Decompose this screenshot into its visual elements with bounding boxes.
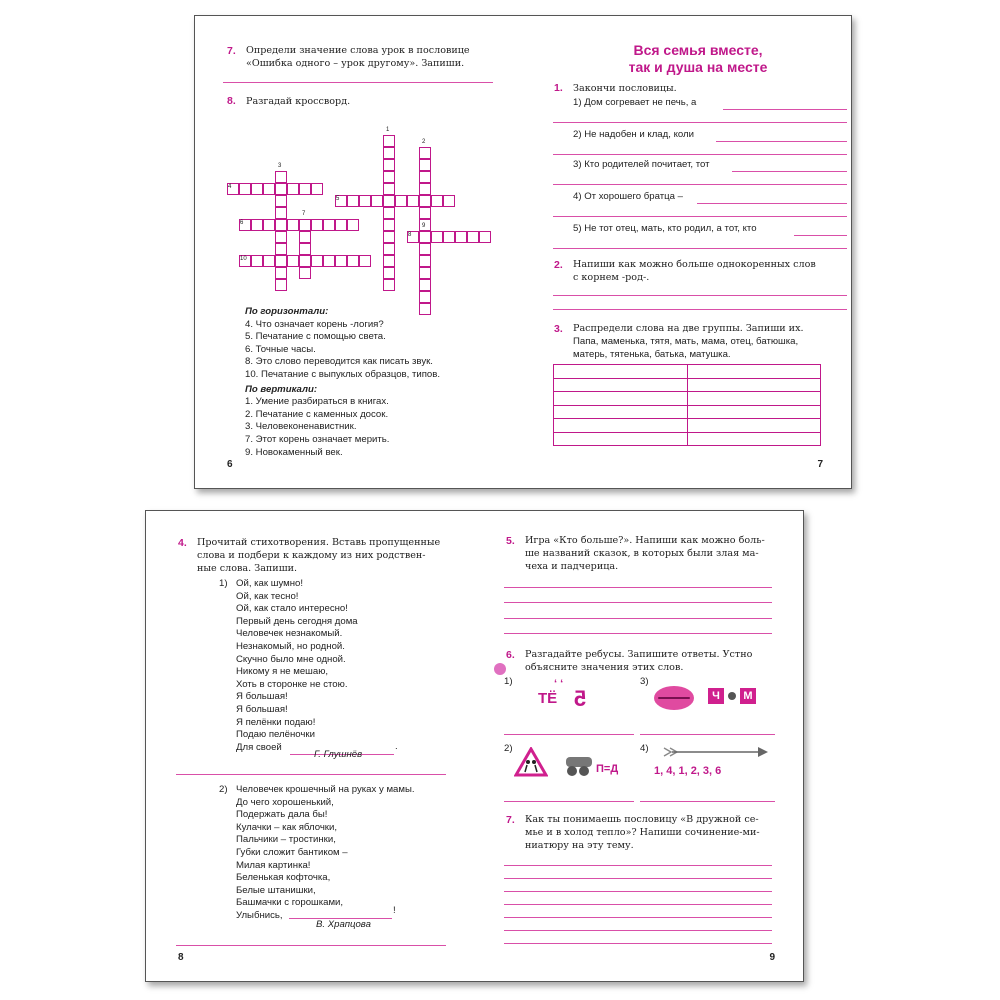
poem-1-end: . <box>395 741 398 752</box>
heading-line-1: Вся семья вместе, <box>633 42 763 58</box>
answer-line[interactable] <box>640 734 775 735</box>
crossword-cell[interactable] <box>419 195 431 207</box>
answer-line[interactable] <box>723 109 847 110</box>
crossword-cell[interactable] <box>395 195 407 207</box>
crossword-cell[interactable] <box>263 255 275 267</box>
crossword-cell[interactable] <box>419 171 431 183</box>
crossword-cell[interactable] <box>383 195 395 207</box>
answer-line[interactable] <box>553 248 847 249</box>
clue-h-10: 10. Печатание с выпуклых образцов, типов. <box>245 368 441 380</box>
crossword-cell[interactable] <box>347 219 359 231</box>
answer-line[interactable] <box>640 801 775 802</box>
crossword-cell[interactable] <box>419 291 431 303</box>
task-5-number: 5. <box>506 535 515 547</box>
page-7 <box>523 16 851 488</box>
poem-line: Ой, как шумно! <box>236 578 304 589</box>
poem-line: Ой, как стало интересно! <box>236 603 348 615</box>
crossword-cell[interactable] <box>347 195 359 207</box>
poem-line: Башмачки с горошками, <box>236 897 344 909</box>
poem-line: Улыбнись, <box>236 909 283 921</box>
crossword-clue-number: 8 <box>408 232 412 238</box>
task-7-line-2: мье и в холод тепло»? Напиши сочинение-ми- <box>525 827 760 838</box>
crossword-cell[interactable] <box>419 255 431 267</box>
table-row <box>554 378 821 392</box>
poem-1 <box>236 578 358 754</box>
page-number-8: 8 <box>178 952 184 963</box>
crossword-clue-number: 1 <box>386 127 390 133</box>
rebus-1-text-a: ТЁ <box>538 690 558 707</box>
crossword-cell[interactable] <box>419 183 431 195</box>
table-cell[interactable] <box>688 378 821 392</box>
poem-2 <box>236 784 415 923</box>
crossword-cell[interactable] <box>371 195 383 207</box>
task-2-text <box>573 258 849 284</box>
poem-line: Я большая! <box>236 703 288 715</box>
clue-h-4: 4. Что означает корень -логия? <box>245 318 384 330</box>
crossword-cell[interactable] <box>431 231 443 243</box>
table-row <box>554 419 821 433</box>
task-4-text <box>197 536 467 575</box>
task-1-number: 1. <box>554 82 563 94</box>
crossword-cell[interactable] <box>275 207 287 219</box>
answer-line[interactable] <box>176 945 446 946</box>
rebus-3-letter-a: Ч <box>708 688 724 704</box>
crossword-cell[interactable] <box>323 255 335 267</box>
poem-1-label: 1) <box>219 578 228 589</box>
crossword-cell[interactable] <box>419 243 431 255</box>
table-row <box>554 392 821 406</box>
poem-line: Человечек незнакомый. <box>236 628 343 640</box>
page-number-9: 9 <box>769 952 775 963</box>
proverb-4: 4) От хорошего братца – <box>573 191 683 202</box>
spread-pages-6-7 <box>194 15 852 489</box>
task-8-number: 8. <box>227 95 236 107</box>
page-8 <box>146 511 474 981</box>
task-8-text: Разгадай кроссворд. <box>246 96 351 107</box>
rebus-1-commas: ‘ ‘ <box>554 678 564 690</box>
crossword-cell[interactable] <box>287 219 299 231</box>
answer-line[interactable] <box>553 309 847 310</box>
crossword-cell[interactable] <box>311 255 323 267</box>
table-cell[interactable] <box>554 365 688 379</box>
spread-pages-8-9 <box>145 510 804 982</box>
task-3-words <box>573 336 849 361</box>
proverb-2: 2) Не надобен и клад, коли <box>573 129 694 140</box>
poem-line: Губки сложит бантиком – <box>236 846 348 858</box>
rebus-3 <box>640 676 775 734</box>
task-7-number: 7. <box>506 814 515 826</box>
answer-line[interactable] <box>732 171 847 172</box>
answer-line[interactable] <box>504 878 772 879</box>
crossword-cell[interactable] <box>359 255 371 267</box>
clue-v-1: 1. Умение разбираться в книгах. <box>245 396 389 408</box>
poem-line: Беленькая кофточка, <box>236 872 331 884</box>
answer-line[interactable] <box>504 917 772 918</box>
rebus-1-text-b: 5 <box>574 686 587 711</box>
rebus-3-letter-b: М <box>740 688 756 704</box>
answer-line[interactable] <box>504 891 772 892</box>
task-6-number: 6. <box>506 649 515 661</box>
crossword-cell[interactable] <box>263 219 275 231</box>
task-3-text: Распредели слова на две группы. Запиши их. <box>573 323 804 334</box>
answer-line[interactable] <box>504 943 772 944</box>
crossword-cell[interactable] <box>419 147 431 159</box>
answer-line[interactable] <box>697 203 847 204</box>
poem-line: Хоть в сторонке не стою. <box>236 678 348 690</box>
arrow-icon <box>662 745 770 759</box>
task-2-line-2: с корнем -род-. <box>573 272 650 283</box>
poem-2-author: В. Храпцова <box>316 919 371 930</box>
crossword-clue-number: 5 <box>336 196 340 202</box>
answer-line[interactable] <box>504 602 772 603</box>
crossword-cell[interactable] <box>299 267 311 279</box>
rebus-4-numbers: 1, 4, 1, 2, 3, 6 <box>654 765 722 777</box>
crossword-cell[interactable] <box>383 279 395 291</box>
crossword-cell[interactable] <box>443 231 455 243</box>
word-groups-table <box>553 364 821 446</box>
table-cell[interactable] <box>554 392 688 406</box>
clue-h-6: 6. Точные часы. <box>245 343 316 355</box>
crossword-cell[interactable] <box>383 255 395 267</box>
clue-h-5: 5. Печатание с помощью света. <box>245 331 386 343</box>
poem-line: До чего хорошенький, <box>236 796 334 808</box>
answer-line[interactable] <box>504 904 772 905</box>
answer-line[interactable] <box>504 618 772 619</box>
crossword-cell[interactable] <box>419 279 431 291</box>
clue-v-2: 2. Печатание с каменных досок. <box>245 408 389 420</box>
crossword-cell[interactable] <box>275 219 287 231</box>
answer-line[interactable] <box>504 865 772 866</box>
crossword-clue-number: 6 <box>240 220 244 226</box>
task-4-line-3: ные слова. Запиши. <box>197 563 298 574</box>
page-9 <box>474 511 803 981</box>
crossword-cell[interactable] <box>383 267 395 279</box>
proverb-3: 3) Кто родителей почитает, тот <box>573 159 710 170</box>
crossword-clue-number: 7 <box>302 211 306 217</box>
rebus-1-label: 1) <box>504 676 513 687</box>
crossword-cell[interactable] <box>479 231 491 243</box>
answer-line[interactable] <box>176 774 446 775</box>
task-6-line-2: объясните значения этих слов. <box>525 662 684 673</box>
character-icon <box>728 692 736 700</box>
crossword-cell[interactable] <box>359 195 371 207</box>
task-3-words-line-2: матерь, тятенька, батька, матушка. <box>573 348 731 360</box>
crossword-clue-number: 4 <box>228 184 232 190</box>
crossword-cell[interactable] <box>275 279 287 291</box>
poem-line: Подаю пелёночки <box>236 729 315 741</box>
crossword-cell[interactable] <box>383 183 395 195</box>
task-7-line-2: «Ошибка одного – урок другому». Запиши. <box>246 58 465 69</box>
page-heading <box>553 42 843 76</box>
crossword-cell[interactable] <box>311 183 323 195</box>
crossword-clue-number: 9 <box>422 223 426 229</box>
answer-line[interactable] <box>794 235 847 236</box>
answer-line[interactable] <box>553 216 847 217</box>
vertical-clues-title: По вертикали: <box>245 383 318 395</box>
task-4-number: 4. <box>178 537 187 549</box>
page-number-6: 6 <box>227 459 233 470</box>
proverb-1: 1) Дом согревает не печь, а <box>573 97 697 108</box>
answer-line[interactable] <box>504 930 772 931</box>
table-cell[interactable] <box>688 405 821 419</box>
crossword-cell[interactable] <box>251 183 263 195</box>
crossword-cell[interactable] <box>275 243 287 255</box>
clue-h-8: 8. Это слово переводится как писать звук. <box>245 356 433 368</box>
task-1-text: Закончи пословицы. <box>573 83 677 94</box>
poem-line: Пальчики – тростинки, <box>236 834 336 846</box>
poem-line: Я пелёнки подаю! <box>236 716 316 728</box>
crossword-cell[interactable] <box>419 159 431 171</box>
rebus-4 <box>640 739 775 799</box>
poem-line: Для своей <box>236 741 282 753</box>
task-5-line-3: чеха и падчерица. <box>525 561 619 572</box>
answer-line[interactable] <box>553 122 847 123</box>
answer-line[interactable] <box>553 295 847 296</box>
crossword-cell[interactable] <box>299 183 311 195</box>
crossword-cell[interactable] <box>383 135 395 147</box>
crossword-cell[interactable] <box>287 183 299 195</box>
crossword-cell[interactable] <box>383 207 395 219</box>
task-6-text <box>525 648 795 674</box>
poem-line: Никому я не мешаю, <box>236 666 329 678</box>
poem-line: Подержать дала бы! <box>236 809 328 821</box>
task-2-line-1: Напиши как можно больше однокоренных слов <box>573 259 816 270</box>
poem-line: Милая картинка! <box>236 859 311 871</box>
poem-line: Кулачки – как яблочки, <box>236 821 338 833</box>
crossword-cell[interactable] <box>251 255 263 267</box>
poem-1-author: Г. Глушнёв <box>314 749 363 760</box>
crossword-cell[interactable] <box>323 219 335 231</box>
crossword-cell[interactable] <box>335 255 347 267</box>
crossword-cell[interactable] <box>455 231 467 243</box>
rebus-2-equation: П=Д <box>596 763 619 775</box>
task-6-line-1: Разгадайте ребусы. Запишите ответы. Устно <box>525 649 753 660</box>
crossword-cell[interactable] <box>347 255 359 267</box>
crossword-cell[interactable] <box>263 183 275 195</box>
poem-line: Ой, как тесно! <box>236 590 299 602</box>
table-cell[interactable] <box>688 432 821 446</box>
table-cell[interactable] <box>688 419 821 433</box>
cannon-icon <box>562 751 596 777</box>
poem-line: Человечек крошечный на руках у мамы. <box>236 784 415 795</box>
crossword-cell[interactable] <box>299 231 311 243</box>
table-row <box>554 365 821 379</box>
table-cell[interactable] <box>554 405 688 419</box>
crossword-cell[interactable] <box>419 231 431 243</box>
table-row <box>554 432 821 446</box>
clue-v-9: 9. Новокаменный век. <box>245 446 343 458</box>
table-cell[interactable] <box>688 392 821 406</box>
answer-line[interactable] <box>553 184 847 185</box>
rebus-3-label: 3) <box>640 676 649 687</box>
crossword-cell[interactable] <box>299 243 311 255</box>
page-6 <box>195 16 523 488</box>
crossword-cell[interactable] <box>383 231 395 243</box>
proverb-5: 5) Не тот отец, мать, кто родил, а тот, кто <box>573 223 757 234</box>
answer-line[interactable] <box>716 141 847 142</box>
rebus-1 <box>504 676 634 734</box>
poem-line: Первый день сегодня дома <box>236 615 358 627</box>
clue-v-3: 3. Человеконенавистник. <box>245 421 357 433</box>
answer-line[interactable] <box>504 587 772 588</box>
poem-line: Я большая! <box>236 691 288 703</box>
crossword-cell[interactable] <box>467 231 479 243</box>
crossword-cell[interactable] <box>311 219 323 231</box>
crossword-cell[interactable] <box>383 243 395 255</box>
crossword-cell[interactable] <box>239 183 251 195</box>
crossword-cell[interactable] <box>251 219 263 231</box>
poem-line: Белые штанишки, <box>236 884 316 896</box>
task-5-line-1: Игра «Кто больше?». Напиши как можно боль- <box>525 535 765 546</box>
task-7-line-1: Как ты понимаешь пословицу «В дружной се- <box>525 814 759 825</box>
horizontal-clues-title: По горизонтали: <box>245 306 329 317</box>
crossword-cell[interactable] <box>383 219 395 231</box>
task-3-words-line-1: Папа, маменька, тятя, мать, мама, отец, батюшка, <box>573 336 799 347</box>
crossword-cell[interactable] <box>287 255 299 267</box>
task-7-number: 7. <box>227 45 236 57</box>
task-4-line-2: слова и подбери к каждому из них родствен- <box>197 550 426 561</box>
table-cell[interactable] <box>554 378 688 392</box>
table-cell[interactable] <box>554 419 688 433</box>
lips-icon <box>654 686 694 710</box>
crossword-clue-number: 10 <box>240 256 247 262</box>
crossword-cell[interactable] <box>407 195 419 207</box>
task-3-number: 3. <box>554 323 563 335</box>
answer-line[interactable] <box>553 154 847 155</box>
answer-line[interactable] <box>504 734 634 735</box>
crossword-cell[interactable] <box>299 255 311 267</box>
rebus-2 <box>504 739 634 799</box>
answer-line[interactable] <box>504 633 772 634</box>
crossword-cell[interactable] <box>383 171 395 183</box>
star-badge-icon <box>494 663 506 675</box>
crossword-cell[interactable] <box>383 147 395 159</box>
task-4-line-1: Прочитай стихотворения. Вставь пропущенные <box>197 537 441 548</box>
task-2-number: 2. <box>554 259 563 271</box>
task-7-text <box>525 813 795 852</box>
crossword-cell[interactable] <box>275 255 287 267</box>
crossword-clue-number: 3 <box>278 163 282 169</box>
crossword-clue-number: 2 <box>422 139 426 145</box>
crossword-cell[interactable] <box>299 219 311 231</box>
task-5-text <box>525 534 795 573</box>
crossword-cell[interactable] <box>383 159 395 171</box>
clue-v-7: 7. Этот корень означает мерить. <box>245 433 390 445</box>
heading-line-2: так и душа на месте <box>628 59 768 75</box>
crossword-cell[interactable] <box>443 195 455 207</box>
task-7-line-3: ниатюру на эту тему. <box>525 840 634 851</box>
poem-2-label: 2) <box>219 784 228 795</box>
rebus-2-label: 2) <box>504 743 513 754</box>
crossword-cell[interactable] <box>335 219 347 231</box>
table-row <box>554 405 821 419</box>
crossword-cell[interactable] <box>275 231 287 243</box>
crossword-cell[interactable] <box>419 207 431 219</box>
crossword-grid <box>195 16 523 316</box>
crossword-cell[interactable] <box>419 267 431 279</box>
task-7-line-1: Определи значение слова урок в пословице <box>246 45 470 56</box>
table-cell[interactable] <box>688 365 821 379</box>
crossword-cell[interactable] <box>431 195 443 207</box>
crossword-cell[interactable] <box>275 195 287 207</box>
crossword-cell[interactable] <box>275 171 287 183</box>
answer-line[interactable] <box>504 801 634 802</box>
poem-line: Незнакомый, но родной. <box>236 640 345 652</box>
crossword-cell[interactable] <box>275 267 287 279</box>
crossword-clues <box>245 306 515 459</box>
poem-2-end: ! <box>393 905 396 916</box>
table-cell[interactable] <box>554 432 688 446</box>
crossword-cell[interactable] <box>275 183 287 195</box>
warning-sign-icon <box>514 747 548 777</box>
page-number-7: 7 <box>817 459 823 470</box>
task-5-line-2: ше названий сказок, в которых были злая ма- <box>525 548 759 559</box>
poem-line: Скучно было мне одной. <box>236 653 346 665</box>
rebus-4-label: 4) <box>640 743 649 754</box>
